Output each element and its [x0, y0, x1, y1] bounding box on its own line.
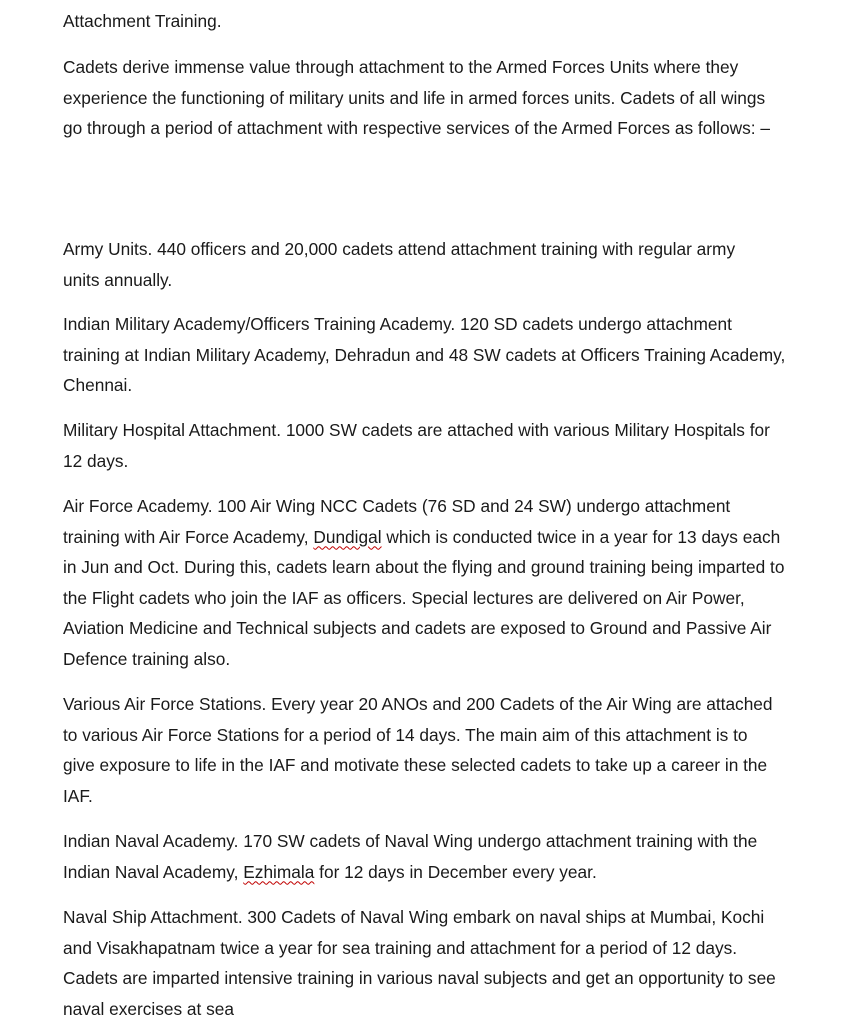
- intro-paragraph: Cadets derive immense value through attachment to the Armed Forces Units where they experience the functioning of military units and life in armed forces units. Cadets of all wings go through a period of attachment with respective services of the Armed Forces as follows: –: [63, 57, 770, 139]
- naval-ship-paragraph: Naval Ship Attachment. 300 Cadets of Naval Wing embark on naval ships at Mumbai, Kochi and Visakhapatnam twice a year for sea training and attachment for a period of 12 days. Cadets are imparted intensive training in various naval subjects and get an opportunity to see naval exercises at sea: [63, 907, 776, 1019]
- military-academy-paragraph: Indian Military Academy/Officers Training Academy. 120 SD cadets undergo attachment training at Indian Military Academy, Dehradun and 48 SW cadets at Officers Training Academy, Chennai.: [63, 314, 786, 396]
- afa-text-after: which is conducted twice in a year for 13 days each in Jun and Oct. During this, cadets learn about the flying and ground training being imparted to the Flight cadets who join the IAF as officers. Special lectures are delivered on Air Power, Aviation Medicine and Technical subjects and cadets are exposed to Ground and Passive Air Defence training also.: [63, 526, 785, 669]
- naval-academy-text-after: for 12 days in December every year.: [314, 861, 597, 882]
- spellcheck-flagged-word[interactable]: Dundigal: [313, 526, 382, 547]
- military-hospital-paragraph: Military Hospital Attachment. 1000 SW cadets are attached with various Military Hospitals for 12 days.: [63, 420, 770, 471]
- air-force-stations-paragraph: Various Air Force Stations. Every year 20 ANOs and 200 Cadets of the Air Wing are attached to various Air Force Stations for a period of 14 days. The main aim of this attachment is to give exposure to life in the IAF and motivate these selected cadets to take up a career in the IAF.: [63, 694, 773, 806]
- spellcheck-flagged-word[interactable]: Ezhimala: [243, 861, 315, 882]
- air-force-academy-paragraph: [63, 491, 788, 675]
- army-units-paragraph: Army Units. 440 officers and 20,000 cadets attend attachment training with regular army units annually.: [63, 239, 736, 290]
- afa-text-before: Air Force Academy. 100 Air Wing NCC Cadets (76 SD and 24 SW) undergo attachment training with Air Force Academy,: [63, 496, 731, 547]
- naval-academy-paragraph: [63, 826, 788, 887]
- section-heading: Attachment Training.: [63, 11, 222, 31]
- naval-academy-text-before: Indian Naval Academy. 170 SW cadets of Naval Wing undergo attachment training with the Indian Naval Academy,: [63, 831, 758, 882]
